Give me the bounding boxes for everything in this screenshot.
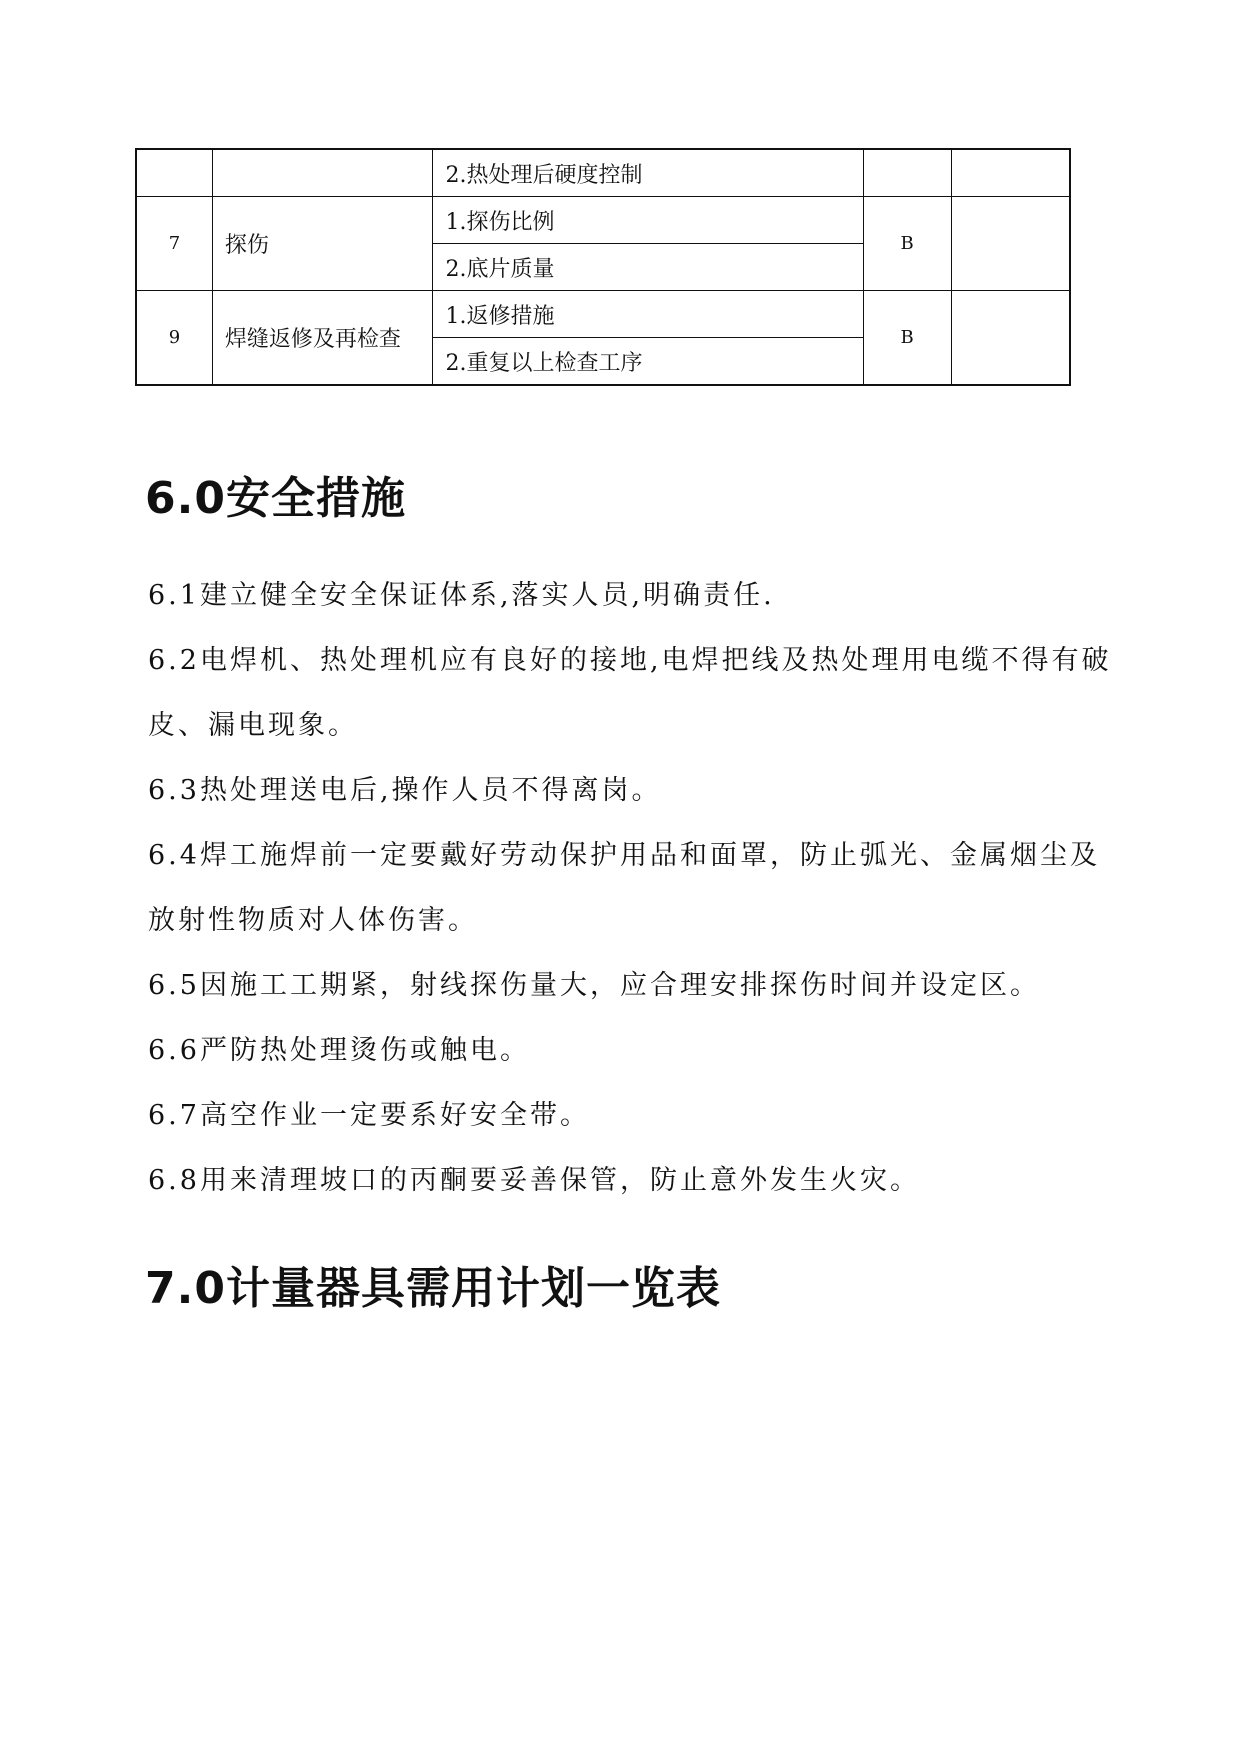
row-level: B [863, 197, 951, 291]
table-row [136, 197, 1070, 244]
paragraph: 6.1建立健全安全保证体系,落实人员,明确责任. [148, 580, 775, 611]
row-remark [951, 291, 1070, 386]
row-item: 探伤 [212, 197, 433, 291]
row-content: 2.热处理后硬度控制 [433, 149, 863, 197]
table-row [136, 291, 1070, 338]
section-heading: 6.0安全措施 [145, 473, 406, 524]
section-heading: 7.0计量器具需用计划一览表 [145, 1263, 721, 1314]
paragraph: 6.5因施工工期紧，射线探伤量大，应合理安排探伤时间并设定区。 [148, 970, 1040, 1001]
row-remark [951, 149, 1070, 197]
row-content: 1.探伤比例 [433, 197, 863, 244]
row-content: 2.重复以上检查工序 [433, 338, 863, 386]
row-content: 1.返修措施 [433, 291, 863, 338]
row-level: B [863, 291, 951, 386]
paragraph: 6.3热处理送电后,操作人员不得离岗。 [148, 775, 662, 806]
row-number: 7 [136, 197, 212, 291]
paragraph: 6.4焊工施焊前一定要戴好劳动保护用品和面罩，防止弧光、金属烟尘及放射性物质对人体伤害。 [148, 840, 1100, 936]
row-content: 2.底片质量 [433, 244, 863, 291]
row-number [136, 149, 212, 197]
row-number: 9 [136, 291, 212, 386]
paragraph: 6.8用来清理坡口的丙酮要妥善保管，防止意外发生火灾。 [148, 1165, 920, 1196]
inspection-table [135, 148, 1071, 386]
row-item [212, 149, 433, 197]
paragraph: 6.2电焊机、热处理机应有良好的接地,电焊把线及热处理用电缆不得有破皮、漏电现象。 [148, 645, 1112, 741]
row-item: 焊缝返修及再检查 [212, 291, 433, 386]
row-remark [951, 197, 1070, 291]
table-row [136, 149, 1070, 197]
paragraph: 6.7高空作业一定要系好安全带。 [148, 1100, 590, 1131]
paragraph: 6.6严防热处理烫伤或触电。 [148, 1035, 530, 1066]
row-level [863, 149, 951, 197]
